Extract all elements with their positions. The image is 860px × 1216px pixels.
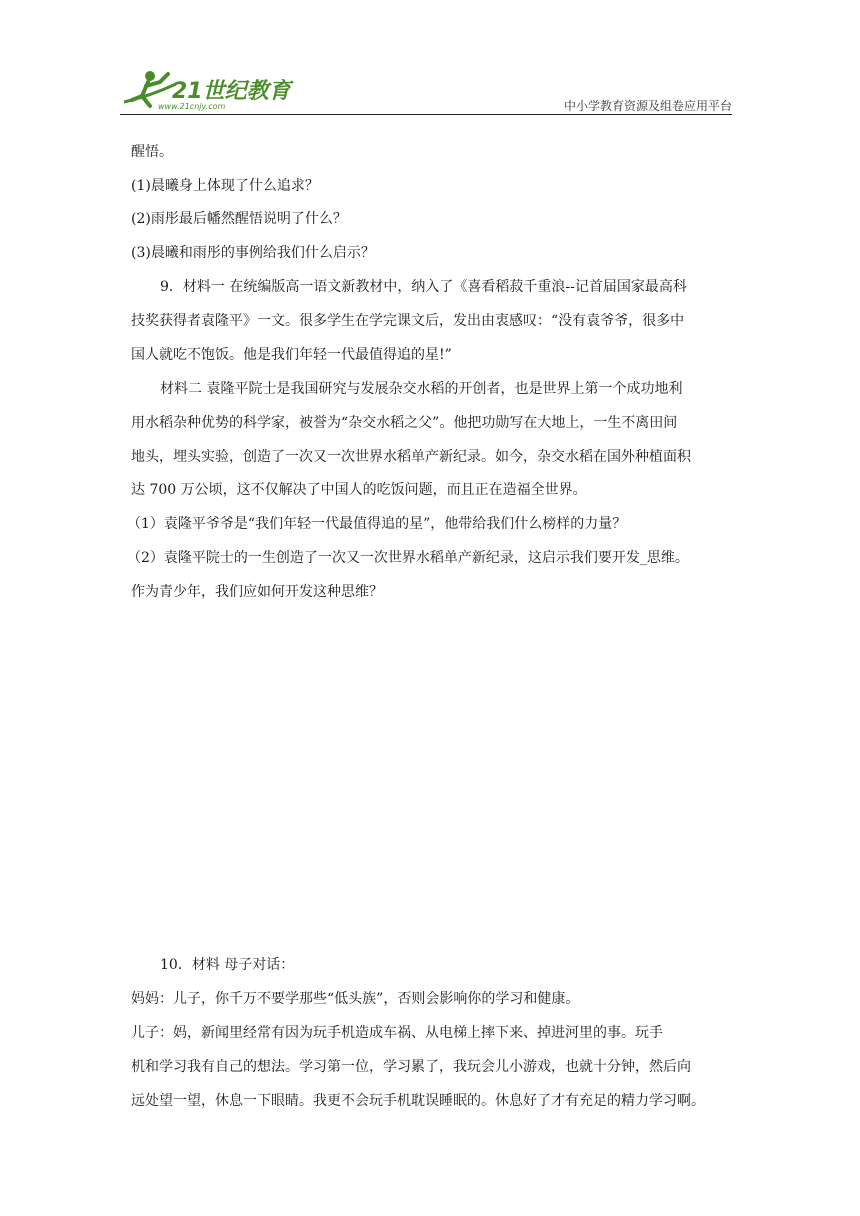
header-divider xyxy=(120,114,732,115)
text-line: 用水稻杂种优势的科学家，被誉为“杂交水稻之父”。他把功勋写在大地上，一生不离田间 xyxy=(131,415,678,431)
question-9-1: （1）袁隆平爷爷是“我们年轻一代最值得追的星”，他带给我们什么榜样的力量？ xyxy=(127,516,627,532)
text-line: 国人就吃不饱饭。他是我们年轻一代最值得追的星!” xyxy=(131,347,452,363)
text-line: 作为青少年，我们应如何开发这种思维？ xyxy=(131,584,383,600)
question-8-2: (2)雨彤最后幡然醒悟说明了什么？ xyxy=(131,211,347,227)
text-line: 技奖获得者袁隆平》一文。很多学生在学完课文后，发出由衷感叹：“没有袁爷爷，很多中 xyxy=(131,313,685,329)
dialogue-son: 儿子：妈，新闻里经常有因为玩手机造成车祸、从电梯上摔下来、掉进河里的事。玩手 xyxy=(131,1025,663,1041)
question-9-2: （2）袁隆平院士的一生创造了一次又一次世界水稻单产新纪录，这启示我们要开发_思维。 xyxy=(127,550,689,566)
logo-url: www.21cnjy.com xyxy=(158,102,226,111)
text-line: 醒悟。 xyxy=(131,144,173,160)
question-8-3: (3)晨曦和雨彤的事例给我们什么启示？ xyxy=(131,245,375,261)
logo-text: 21世纪教育 xyxy=(172,79,291,104)
question-10-title: 10．材料 母子对话： xyxy=(160,957,295,973)
question-9-material-2: 材料二 袁隆平院士是我国研究与发展杂交水稻的开创者，也是世界上第一个成功地利 xyxy=(160,381,683,397)
logo xyxy=(120,66,320,116)
text-line: 机和学习我有自己的想法。学习第一位，学习累了，我玩会儿小游戏，也就十分钟，然后向 xyxy=(131,1059,691,1075)
platform-title: 中小学教育资源及组卷应用平台 xyxy=(563,99,732,113)
text-line: 达 700 万公顷，这不仅解决了中国人的吃饭问题，而且正在造福全世界。 xyxy=(131,482,587,498)
page-header xyxy=(120,66,732,116)
question-9-material-1: 9．材料一 在统编版高一语文新教材中，纳入了《喜看稻菽千重浪--记首届国家最高科 xyxy=(160,279,687,295)
text-line: 远处望一望，休息一下眼睛。我更不会玩手机耽误睡眠的。休息好了才有充足的精力学习啊。 xyxy=(131,1093,705,1109)
dialogue-mom: 妈妈：儿子，你千万不要学那些“低头族”，否则会影响你的学习和健康。 xyxy=(131,991,580,1007)
text-line: 地头，埋头实验，创造了一次又一次世界水稻单产新纪录。如今，杂交水稻在国外种植面积 xyxy=(131,449,691,465)
question-8-1: (1)晨曦身上体现了什么追求？ xyxy=(131,178,319,194)
